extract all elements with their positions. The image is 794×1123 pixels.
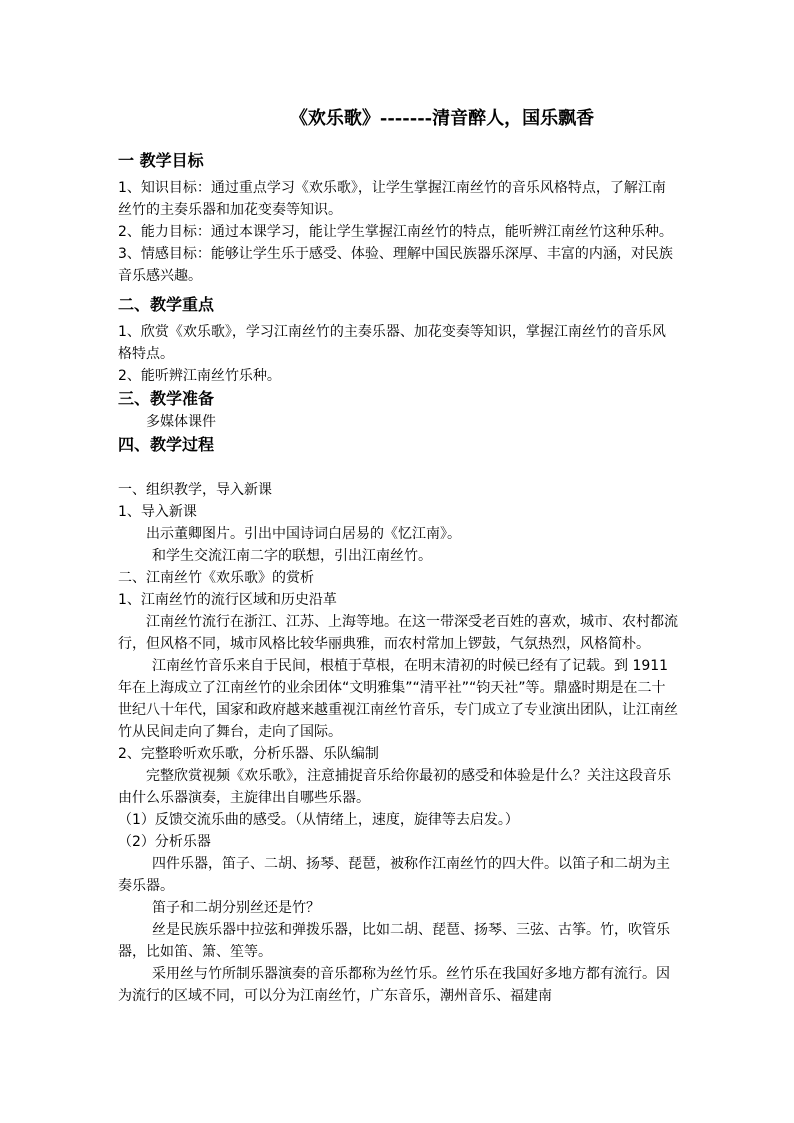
document-body xyxy=(118,149,678,1007)
process-subheading: 1、江南丝竹的流行区域和历史沿革 xyxy=(118,592,337,608)
process-paragraph: 出示董卿图片。引出中国诗词白居易的《忆江南》。 xyxy=(146,526,461,542)
process-part-title: 二、江南丝竹《欢乐歌》的赏析 xyxy=(118,570,314,586)
process-paragraph: 笛子和二胡分别丝还是竹？ xyxy=(152,900,320,916)
preparation-item: 多媒体课件 xyxy=(146,414,216,430)
process-part-title: 一、组织教学，导入新课 xyxy=(118,482,272,498)
section-heading-process: 四、教学过程 xyxy=(118,435,215,454)
key-point-item: 2、能听辨江南丝竹乐种。 xyxy=(118,368,281,384)
section-heading-preparation: 三、教学准备 xyxy=(118,389,215,408)
process-paragraph: 和学生交流江南二字的联想，引出江南丝竹。 xyxy=(152,548,432,564)
process-subheading: 1、导入新课 xyxy=(118,504,197,520)
process-paragraph: 丝是民族乐器中拉弦和弹拨乐器，比如二胡、琵琶、扬琴、三弦、古筝。竹，吹管乐器，比如笛、箫、笙等。 xyxy=(118,922,670,960)
process-paragraph: 四件乐器，笛子、二胡、扬琴、琵琶，被称作江南丝竹的四大件。以笛子和二胡为主奏乐器。 xyxy=(118,856,670,894)
process-question: （2）分析乐器 xyxy=(118,834,211,850)
document-title: 《欢乐歌》-------清音醉人，国乐飘香 xyxy=(289,108,595,129)
goal-item: 1、知识目标：通过重点学习《欢乐歌》，让学生掌握江南丝竹的音乐风格特点，了解江南丝竹的主奏乐器和加花变奏等知识。 xyxy=(118,180,666,218)
process-question: （1）反馈交流乐曲的感受。（从情绪上，速度，旋律等去启发。） xyxy=(118,812,519,828)
key-point-item: 1、欣赏《欢乐歌》，学习江南丝竹的主奏乐器、加花变奏等知识，掌握江南丝竹的音乐风格特点。 xyxy=(118,324,666,362)
process-paragraph: 江南丝竹音乐来自于民间，根植于草根，在明末清初的时候已经有了记载。到 1911 年在上海成立了江南丝竹的业余团体“文明雅集”“清平社”“钧天社”等。鼎盛时期是在二十世纪八十年代，国家和政府越来越重视江南丝竹音乐，专门成立了专业演出团队，让江南丝竹从民间走向了舞台，走向了国际。 xyxy=(118,658,678,740)
process-paragraph: 完整欣赏视频《欢乐歌》，注意捕捉音乐给你最初的感受和体验是什么？关注这段音乐由什么乐器演奏，主旋律出自哪些乐器。 xyxy=(118,768,671,806)
process-paragraph: 采用丝与竹所制乐器演奏的音乐都称为丝竹乐。丝竹乐在我国好多地方都有流行。因为流行的区域不同，可以分为江南丝竹，广东音乐，潮州音乐、福建南 xyxy=(118,966,670,1004)
process-subheading: 2、完整聆听欢乐歌，分析乐器、乐队编制 xyxy=(118,746,379,762)
goal-item: 2、能力目标：通过本课学习，能让学生掌握江南丝竹的特点，能听辨江南丝竹这种乐种。 xyxy=(118,224,673,240)
process-paragraph: 江南丝竹流行在浙江、江苏、上海等地。在这一带深受老百姓的喜欢，城市、农村都流行，但风格不同，城市风格比较华丽典雅，而农村常加上锣鼓，气氛热烈，风格简朴。 xyxy=(118,614,678,652)
section-heading-key-points: 二、教学重点 xyxy=(118,295,215,314)
section-heading-goals: 一 教学目标 xyxy=(118,151,204,170)
goal-item: 3、情感目标：能够让学生乐于感受、体验、理解中国民族器乐深厚、丰富的内涵，对民族音乐感兴趣。 xyxy=(118,246,673,284)
